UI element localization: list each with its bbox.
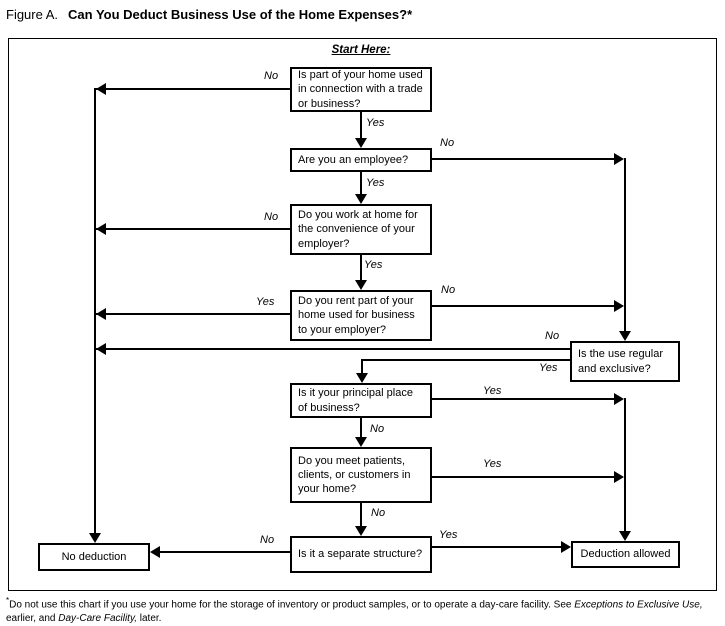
arrowhead-into-q4 [355, 280, 367, 290]
edge-q8-yes [432, 546, 562, 548]
footnote-text: earlier, and [6, 613, 59, 625]
arrowhead-into-q3 [355, 194, 367, 204]
arrowhead-into-q5 [619, 331, 631, 341]
node-are-you-employee [290, 148, 432, 172]
node-text: Is it a separate structure? [298, 548, 423, 561]
label-q8-no: No [260, 534, 275, 546]
label-q8-yes: Yes [439, 529, 458, 541]
label-q4-no: No [441, 284, 456, 296]
edge-q2-no [432, 158, 618, 160]
edge-q4-yes [96, 313, 290, 315]
label-q6-no: No [370, 423, 385, 435]
start-here-label: Start Here: [331, 44, 391, 56]
node-separate-structure [290, 536, 432, 573]
footnote-marker: * [6, 596, 10, 605]
arrowhead-q3-no [96, 223, 106, 235]
edge-q7-yes [432, 476, 618, 478]
node-text: Do you work at home for the convenience of your employer? [298, 209, 418, 250]
label-q2-yes: Yes [366, 177, 385, 189]
footnote-text: later. [136, 613, 162, 625]
label-q7-yes: Yes [483, 458, 502, 470]
node-meet-patients [290, 447, 432, 503]
label-q5-no: No [545, 330, 560, 342]
node-text: Is it your principal place of business? [298, 387, 413, 414]
footnote-ref-day-care: Day-Care Facility, [58, 613, 137, 625]
edge-q5-no [96, 348, 570, 350]
edge-q6-no [360, 418, 362, 439]
figure-label: Figure A. [6, 7, 59, 22]
label-q7-no: No [371, 507, 386, 519]
edge-q3-yes [360, 255, 362, 282]
label-q1-no: No [264, 70, 279, 82]
node-rent-to-employer [290, 290, 432, 341]
node-text: Is part of your home used in connection with a trade or business? [298, 69, 423, 110]
node-regular-and-exclusive [570, 341, 680, 382]
arrowhead-q8-no [150, 546, 160, 558]
node-no-deduction [38, 543, 150, 571]
arrowhead-q4-yes [96, 308, 106, 320]
arrowhead-q2-no [614, 153, 624, 165]
node-text: Are you an employee? [298, 153, 409, 166]
arrowhead-into-q8 [355, 526, 367, 536]
label-q2-no: No [440, 137, 455, 149]
edge-q8-no [158, 551, 290, 553]
arrowhead-into-q7 [355, 437, 367, 447]
arrowhead-q6-yes [614, 393, 624, 405]
node-principal-place [290, 383, 432, 418]
arrowhead-into-q2 [355, 138, 367, 148]
figure-title: Can You Deduct Business Use of the Home Expenses?* [68, 7, 413, 22]
arrowhead-q7-yes [614, 471, 624, 483]
edge-q3-no [96, 228, 290, 230]
edge-q6-yes [432, 398, 618, 400]
arrowhead-q8-yes [561, 541, 571, 553]
edge-q2-yes [360, 172, 362, 196]
connector-right-upper [624, 158, 626, 333]
label-q5-yes: Yes [539, 362, 558, 374]
edge-q4-no [432, 305, 618, 307]
arrowhead-q4-no [614, 300, 624, 312]
label-q1-yes: Yes [366, 117, 385, 129]
page-title [6, 7, 412, 22]
arrowhead-into-q6 [356, 373, 368, 383]
footnote-text: Do not use this chart if you use your home for the storage of inventory or product samples, or to operate a day-care facility. See [9, 599, 575, 611]
arrowhead-into-no-deduction [89, 533, 101, 543]
label-q6-yes: Yes [483, 385, 502, 397]
label-q4-yes: Yes [256, 296, 275, 308]
edge-q1-yes [360, 112, 362, 140]
edge-q7-no [360, 503, 362, 528]
label-q3-no: No [264, 211, 279, 223]
footnote [6, 595, 712, 626]
node-home-used-for-business [290, 67, 432, 112]
arrowhead-q1-no [96, 83, 106, 95]
node-text: Do you meet patients, clients, or customers in your home? [298, 454, 411, 496]
node-text: No deduction [61, 550, 127, 563]
footnote-ref-exclusive-use: Exceptions to Exclusive Use, [574, 599, 703, 611]
node-text: Do you rent part of your home used for business to your employer? [298, 295, 415, 336]
node-text: Is the use regular and exclusive? [578, 348, 663, 375]
edge-q1-no [96, 88, 290, 90]
node-work-at-home-convenience [290, 204, 432, 255]
connector-right-lower [624, 398, 626, 532]
arrowhead-q5-no [96, 343, 106, 355]
label-q3-yes: Yes [364, 259, 383, 271]
arrowhead-into-deduction-allowed [619, 531, 631, 541]
node-deduction-allowed [571, 541, 680, 568]
node-text: Deduction allowed [580, 548, 671, 561]
edge-q5-yes-h [361, 359, 570, 361]
